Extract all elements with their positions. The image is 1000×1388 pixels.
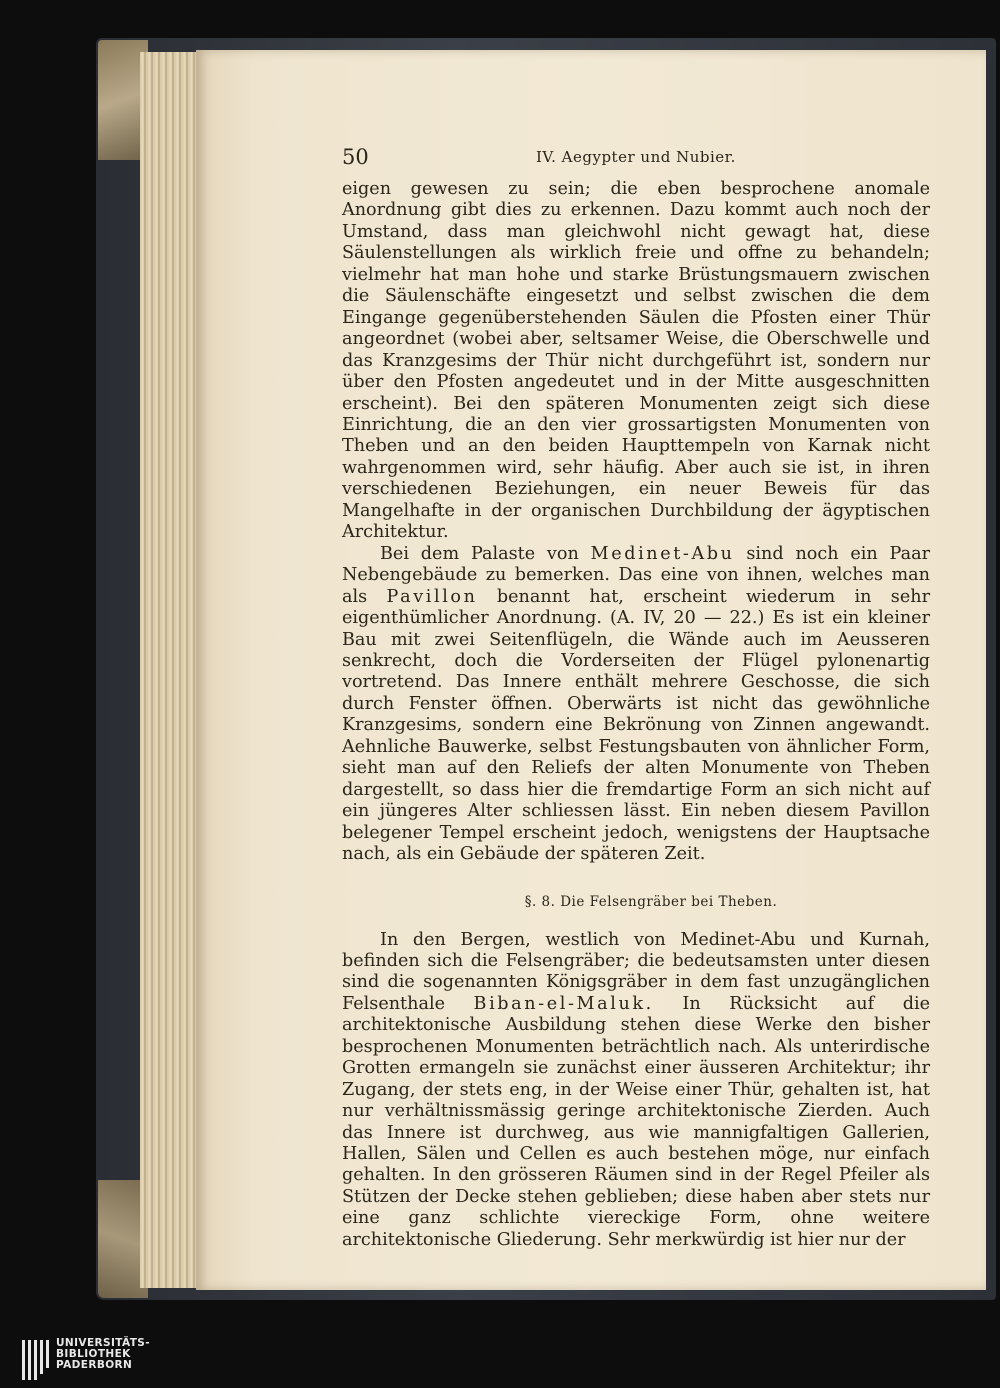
body-text-continued — [342, 930, 930, 1252]
logo-bars-icon — [22, 1340, 52, 1380]
text-run: benannt hat, erscheint wiederum in sehr eigenthümlicher Anordnung. (A. IV, 20 — 22.) Es ist ein kleiner Bau mit zwei Seitenflügeln, die Wände auch im Aeusseren senkrecht, doch die Vorderseiten der Flügel pylonenartig vortretend. Das Innere enthält mehrere Geschosse, die sich durch Fenster öffnen. Oberwärts ist nicht das gewöhnliche Kranzgesims, sondern eine Bekrönung von Zinnen angewandt. Aehnliche Bauwerke, selbst Festungsbauten von ähnlicher Form, sieht man auf den Reliefs der alten Monumente von Theben dargestellt, so dass hier die fremdartige Form an sich nicht auf ein jüngeres Alter schliessen lässt. Ein neben diesem Pavillon belegener Tempel erscheint jedoch, wenigstens der Hauptsache nach, als ein Gebäude der späteren Zeit. — [342, 586, 930, 865]
text-run: In Rücksicht auf die architektonische Ausbildung stehen diese Werke den bisher besprochenen Monumenten beträchtlich nach. Als unterirdische Grotten ermangeln sie zunächst einer äusseren Architektur; ihr Zugang, der stets eng, in der Weise einer Thür, gehalten ist, hat nur verhältnissmässig geringe architektonische Zierden. Auch das Innere ist durchweg, aus wie mannigfaltigen Gallerien, Hallen, Sälen und Cellen es auch bestehen möge, nur einfach gehalten. In den grösseren Räumen sind in der Regel Pfeiler als Stützen der Decke stehen geblieben; diese haben aber stets nur eine ganz schlichte viereckige Form, ohne weitere architektonische Gliederung. Sehr merkwürdig ist hier nur der — [342, 993, 930, 1250]
text-run: Bei dem Palaste von — [380, 543, 591, 564]
text-run: In den Bergen, westlich von Medinet-Abu und Kurnah, befinden sich die Felsengräber; die bedeutsamsten unter diesen sind die sogenannten Königsgräber in dem fast unzugänglichen Felsenthale — [342, 929, 930, 1014]
section-heading: §. 8. Die Felsengräber bei Theben. — [524, 893, 778, 910]
logo-bar — [40, 1340, 43, 1374]
text-run: sind noch ein Paar Nebengebäude zu bemerken. Das eine von ihnen, welches man als — [342, 543, 930, 607]
library-logo — [22, 1338, 222, 1384]
page-number: 50 — [342, 145, 369, 169]
logo-bar — [22, 1340, 25, 1380]
logo-line: PADERBORN — [56, 1359, 133, 1371]
logo-bar — [46, 1340, 49, 1368]
text-block — [342, 145, 930, 1251]
library-logo-text — [56, 1338, 150, 1371]
body-text — [342, 179, 930, 866]
paragraph — [342, 544, 930, 866]
logo-line: UNIVERSITÄTS- — [56, 1337, 151, 1349]
text-run: eigen gewesen zu sein; die eben besprochene anomale Anordnung gibt dies zu erkennen. Dazu kommt auch noch der Umstand, dass man gleichwohl nicht gewagt hat, diese Säulenstellungen als wirklich freie und offne zu behandeln; vielmehr hat man hohe und starke Brüstungsmauern zwischen die Säulenschäfte eingesetzt und selbst zwischen die dem Eingange gegenüberstehenden Säulen die Pfosten einer Thür angeordnet (wobei aber, seltsamer Weise, die Oberschwelle und das Kranzgesims der Thür nicht durchgeführt ist, sondern nur über den Pfosten angedeutet und in der Mitte ausgeschnitten erscheint). Bei den späteren Monumenten zeigt sich diese Einrichtung, die an den vier grossartigsten Monumenten von Theben und an den beiden Haupttempeln von Karnak nicht wahrgenommen wird, sehr häufig. Aber auch sie ist, in ihren verschiedenen Beziehungen, ein neuer Beweis für das Mangelhafte in der organischen Durchbildung der ägyptischen Architektur. — [342, 179, 930, 543]
running-head — [342, 145, 930, 179]
logo-bar — [34, 1340, 37, 1380]
emphasized-name: Biban-el-Maluk. — [473, 993, 654, 1014]
running-title: IV. Aegypter und Nubier. — [536, 148, 736, 166]
logo-bar — [28, 1340, 31, 1380]
page-edges — [140, 52, 200, 1288]
paragraph — [342, 179, 930, 544]
logo-line: BIBLIOTHEK — [56, 1348, 131, 1360]
emphasized-name: Pavillon — [386, 586, 478, 607]
paragraph — [342, 930, 930, 1252]
emphasized-name: Medinet-Abu — [590, 543, 735, 564]
